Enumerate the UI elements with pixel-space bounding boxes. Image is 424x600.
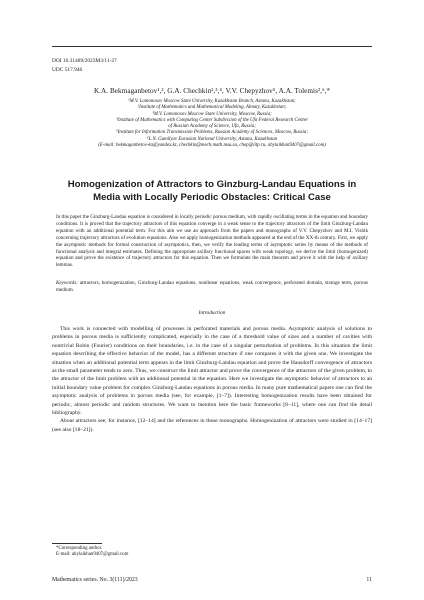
page-footer — [52, 577, 372, 583]
page-number: 11 — [366, 577, 372, 583]
affiliation-line: ⁵Institute for Information Transmission Problems, Russian Academy of Sciences, Moscow, Russia; — [116, 130, 308, 136]
affiliations — [60, 99, 364, 149]
keywords-text: attractors, homogenization, Ginzburg-Landau equations, nonlinear equations, weak convergence, perforated domain, strange term, porous medium. — [56, 280, 368, 293]
affiliation-line: ³M.V. Lomonosov Moscow State University, Moscow, Russia; — [152, 111, 272, 117]
email-line: (E-mail: bekmaganbetov-ka@yandex.kz, chechkin@mech.math.msu.su, chep@iitp.ru, abylaikhan9407@gmail.com) — [98, 143, 326, 149]
footnote-rule — [52, 543, 102, 544]
affiliation-line: ⁶L.N. Gumilyov Eurasian National University, Astana, Kazakhstan — [146, 136, 278, 142]
footnote-email: E-mail: abylaikhan9407@gmail.com — [56, 552, 129, 558]
author-list: K.A. Bekmaganbetov¹,², G.A. Chechkin²,³,⁴, V.V. Chepyzhov⁵, A.A. Tolemis²,⁶,* — [93, 87, 331, 95]
paragraph: This work is connected with modelling of processes in perforated materials and porous media. Asymptotic analysis of solutions to problems in porous media is sufficiently complicated, especially in the case of a threshold value of sizes and a number of cavities with nontrivial Robin (Fourier) conditions on their boundaries, i.e. in the case of a singular perturbation of problems. In this situation the limit equation describing the effective behavior of the model, has a different structure if one compares it with the given one. We investigate the situation when an additional potential term appears in the limit Ginzburg-Landau equation and prove the Hausdorff convergence of attractors as the small parameter tends to zero. Thus, we construct the limit attractor and prove the convergence of the attractors of the given problem, to the attractor of the limit problem with an additional potential in the equation. Here we investigate the asymptotic behavior of attractors to an initial boundary value problem for complex Ginzburg-Landau equations in porous media. In many pure mathematical papers one can find the asymptotic analysis of problems in porous media (see, for example, [1–7]). Interesting homogenization results have been obtained for periodic, almost periodic and random structures. We want to mention here the basic frameworks [8–11], where one can find the detail bibliography. — [52, 326, 372, 417]
keywords — [56, 280, 368, 294]
affiliation-line: ⁴Institute of Mathematics with Computing Center Subdivision of the Ufa Federal Research Center — [116, 117, 308, 123]
abstract: In this paper the Ginzburg-Landau equation is considered in locally periodic porous medium, with rapidly oscillating terms in the equation and boundary conditions. It is proved that the trajectory attractors of this equation converge in a weak sense to the trajectory attractors of the limit Ginzburg-Landau equation with an additional potential term. For this aim we use an approach from the papers and monographs of V.V. Chepyzhov and M.I. Vishik concerning trajectory attractors of evolution equations. Also we apply homogenization methods appeared at the end of the XX-th century. First, we apply the asymptotic methods for formal construction of asymptotics, then, we verify the leading terms of asymptotic series by means of the methods of functional analysis and integral estimates. Defining the appropriate axillary functional spaces with weak topology, we derive the limit (homogenized) equation and prove the existence of trajectory attractors for this equation. Then we formulate the main theorem and prove it with the help of axillary lemmas. — [56, 214, 368, 269]
title-line: Homogenization of Attractors to Ginzburg-Landau Equations in — [67, 179, 357, 190]
footnote-corresponding: *Corresponding author. — [56, 546, 103, 551]
header-rule — [52, 46, 372, 47]
affiliation-line: of Russian Academy of Science, Ufa, Russia; — [168, 124, 256, 130]
footnote — [56, 546, 128, 559]
udc: UDC 517.946 — [52, 67, 83, 73]
section-heading-introduction: Introduction — [198, 310, 226, 316]
title-line: Media with Locally Periodic Obstacles: Critical Case — [93, 191, 331, 203]
paragraph: About attractors see, for instance, [12–14] and the references in these monographs. Homogenization of attractors were studied in [14–17] (see also [18–21]). — [52, 418, 372, 433]
introduction-body — [52, 325, 372, 434]
doi: DOI 10.31489/2023M3/11-27 — [52, 58, 117, 64]
affiliation-line: ²Institute of Mathematics and Mathematical Modeling, Almaty, Kazakhstan; — [137, 105, 287, 111]
paper-title — [60, 179, 364, 204]
keywords-label: Keywords: — [56, 280, 78, 286]
journal-name: Mathematics series. No. 3(111)/2023 — [52, 577, 138, 583]
affiliation-line: ¹M.V. Lomonosov Moscow State University, Kazakhstan Branch, Astana, Kazakhstan; — [128, 99, 296, 104]
